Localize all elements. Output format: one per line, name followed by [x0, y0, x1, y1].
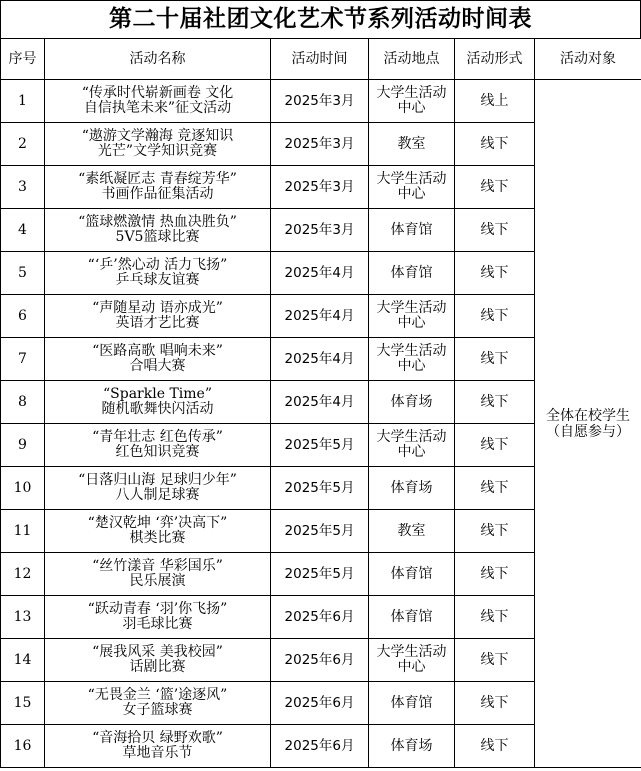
activity-form: 线下: [455, 338, 535, 381]
activity-name-line1: “传承时代崭新画卷 文化: [81, 85, 234, 101]
activity-place-line1: 体育场: [390, 393, 433, 410]
activity-place-line1: 体育馆: [390, 608, 433, 625]
activity-target-line1: 全体在校学生: [546, 407, 630, 424]
row-number: 16: [1, 725, 45, 768]
activity-name-cell: [45, 123, 271, 166]
activity-place-line2: 中心: [397, 444, 426, 460]
activity-place-cell: [369, 725, 455, 768]
activity-place-cell: [369, 381, 455, 424]
activity-form: 线下: [455, 467, 535, 510]
activity-date: 2025年4月: [271, 338, 369, 381]
activity-place-cell: [369, 80, 455, 123]
activity-place-line1: 大学生活动: [376, 343, 447, 359]
row-number: 13: [1, 596, 45, 639]
activity-form: 线下: [455, 123, 535, 166]
activity-name-cell: [45, 381, 271, 424]
activity-name-line2: 自信执笔未来”征文活动: [83, 100, 232, 116]
activity-place-cell: [369, 682, 455, 725]
activity-form: 线下: [455, 725, 535, 768]
activity-date: 2025年3月: [271, 166, 369, 209]
activity-place-line1: 体育馆: [390, 221, 433, 238]
activity-name-line1: “青年壮志 红色传承”: [92, 429, 223, 445]
activity-name-line2: 话剧比赛: [129, 659, 186, 675]
activity-date: 2025年5月: [271, 467, 369, 510]
activity-name-line1: “素纸凝匠志 青春绽芳华”: [78, 171, 237, 187]
header-row: [1, 39, 641, 80]
row-number: 2: [1, 123, 45, 166]
activity-form: 线下: [455, 553, 535, 596]
activity-name-line1: “日落归山海 足球归少年”: [78, 472, 237, 488]
activity-date: 2025年4月: [271, 252, 369, 295]
header-name: 活动名称: [45, 39, 271, 80]
activity-name-line1: “楚汉乾坤 ‘弈’决高下”: [87, 515, 228, 531]
activity-name-cell: [45, 80, 271, 123]
activity-date: 2025年4月: [271, 381, 369, 424]
activity-date: 2025年4月: [271, 295, 369, 338]
row-number: 14: [1, 639, 45, 682]
activity-form: 线下: [455, 424, 535, 467]
activity-name-line1: “篮球燃激情 热血决胜负”: [78, 214, 237, 230]
activity-name-line1: “丝竹漾音 华彩国乐”: [92, 558, 223, 574]
activity-form: 线下: [455, 252, 535, 295]
activity-place-line2: 中心: [397, 315, 426, 331]
activity-name-line2: 棋类比赛: [129, 530, 186, 546]
activity-place-cell: [369, 639, 455, 682]
activity-name-line1: “‘乒’然心动 活力飞扬”: [87, 257, 228, 273]
activity-form: 线下: [455, 510, 535, 553]
activity-place-line2: 中心: [397, 186, 426, 202]
activity-place-line1: 体育场: [390, 479, 433, 496]
activity-place-line1: 大学生活动: [376, 171, 447, 187]
activity-name-line2: 书画作品征集活动: [101, 186, 214, 202]
row-number: 6: [1, 295, 45, 338]
activity-name-line2: 红色知识竞赛: [115, 444, 200, 460]
activity-form: 线下: [455, 209, 535, 252]
activity-name-cell: [45, 467, 271, 510]
activity-name-cell: [45, 510, 271, 553]
activity-name-line1: “音海拾贝 绿野欢歌”: [92, 730, 223, 746]
header-form: 活动形式: [455, 39, 535, 80]
header-target: 活动对象: [535, 39, 641, 80]
activity-form: 线下: [455, 295, 535, 338]
activity-name-cell: [45, 596, 271, 639]
activity-name-line2: 合唱大赛: [129, 358, 186, 374]
activity-place-line2: 中心: [397, 100, 426, 116]
activity-date: 2025年5月: [271, 510, 369, 553]
activity-place-cell: [369, 166, 455, 209]
activity-name-line1: “声随星动 语亦成光”: [92, 300, 223, 316]
activity-place-cell: [369, 467, 455, 510]
activity-place-cell: [369, 424, 455, 467]
activity-form: 线上: [455, 80, 535, 123]
activity-date: 2025年6月: [271, 725, 369, 768]
activity-name-line2: 随机歌舞快闪活动: [101, 401, 214, 417]
activity-place-line1: 教室: [397, 522, 426, 539]
header-place: 活动地点: [369, 39, 455, 80]
schedule-table: [0, 38, 641, 768]
activity-place-line2: 中心: [397, 358, 426, 374]
activity-place-cell: [369, 209, 455, 252]
activity-name-line2: 光芒”文学知识竞赛: [97, 143, 218, 159]
header-no: 序号: [1, 39, 45, 80]
row-number: 5: [1, 252, 45, 295]
activity-place-cell: [369, 553, 455, 596]
activity-name-line1: “遨游文学瀚海 竞逐知识: [81, 128, 234, 144]
activity-place-line1: 体育馆: [390, 694, 433, 711]
activity-date: 2025年6月: [271, 639, 369, 682]
activity-name-cell: [45, 553, 271, 596]
activity-name-cell: [45, 639, 271, 682]
activity-name-cell: [45, 424, 271, 467]
activity-name-line1: “无畏金兰 ‘篮’途逐风”: [87, 687, 228, 703]
activity-form: 线下: [455, 682, 535, 725]
table-row: [1, 80, 641, 123]
row-number: 4: [1, 209, 45, 252]
activity-place-cell: [369, 338, 455, 381]
activity-place-cell: [369, 123, 455, 166]
activity-name-line2: 乒乓球友谊赛: [115, 272, 200, 288]
activity-place-line1: 大学生活动: [376, 644, 447, 660]
activity-date: 2025年3月: [271, 123, 369, 166]
activity-place-cell: [369, 510, 455, 553]
activity-place-line1: 体育馆: [390, 264, 433, 281]
activity-name-cell: [45, 682, 271, 725]
activity-name-line2: 女子篮球赛: [122, 702, 193, 718]
activity-name-line1: “医路高歌 唱响未来”: [92, 343, 223, 359]
header-date: 活动时间: [271, 39, 369, 80]
activity-name-cell: [45, 252, 271, 295]
row-number: 10: [1, 467, 45, 510]
activity-form: 线下: [455, 381, 535, 424]
activity-name-line2: 5V5篮球比赛: [115, 229, 200, 245]
activity-date: 2025年3月: [271, 80, 369, 123]
page-title: 第二十届社团文化艺术节系列活动时间表: [0, 0, 641, 38]
row-number: 7: [1, 338, 45, 381]
activity-place-cell: [369, 596, 455, 639]
activity-form: 线下: [455, 596, 535, 639]
activity-name-line1: “Sparkle Time”: [103, 386, 212, 402]
row-number: 8: [1, 381, 45, 424]
activity-date: 2025年5月: [271, 553, 369, 596]
activity-place-line1: 大学生活动: [376, 300, 447, 316]
activity-target-line2: （自愿参与）: [546, 423, 630, 440]
activity-place-line1: 体育馆: [390, 565, 433, 582]
activity-place-line1: 大学生活动: [376, 429, 447, 445]
row-number: 11: [1, 510, 45, 553]
activity-name-line2: 羽毛球比赛: [122, 616, 193, 632]
activity-name-line2: 草地音乐节: [122, 745, 193, 761]
activity-place-cell: [369, 295, 455, 338]
activity-place-line2: 中心: [397, 659, 426, 675]
activity-form: 线下: [455, 166, 535, 209]
activity-name-line2: 英语才艺比赛: [115, 315, 200, 331]
activity-name-line2: 八人制足球赛: [115, 487, 200, 503]
activity-name-cell: [45, 725, 271, 768]
row-number: 12: [1, 553, 45, 596]
activity-date: 2025年6月: [271, 596, 369, 639]
row-number: 9: [1, 424, 45, 467]
activity-name-cell: [45, 209, 271, 252]
row-number: 3: [1, 166, 45, 209]
activity-date: 2025年5月: [271, 424, 369, 467]
activity-form: 线下: [455, 639, 535, 682]
activity-name-line1: “展我风采 美我校园”: [92, 644, 223, 660]
activity-name-line2: 民乐展演: [129, 573, 186, 589]
activity-place-line1: 教室: [397, 135, 426, 152]
activity-date: 2025年6月: [271, 682, 369, 725]
activity-date: 2025年3月: [271, 209, 369, 252]
activity-place-line1: 大学生活动: [376, 85, 447, 101]
activity-name-cell: [45, 338, 271, 381]
activity-place-line1: 体育场: [390, 737, 433, 754]
activity-name-line1: “跃动青春 ‘羽’你飞扬”: [87, 601, 228, 617]
activity-name-cell: [45, 295, 271, 338]
activity-place-cell: [369, 252, 455, 295]
activity-name-cell: [45, 166, 271, 209]
row-number: 15: [1, 682, 45, 725]
row-number: 1: [1, 80, 45, 123]
activity-target-cell: [535, 80, 641, 768]
